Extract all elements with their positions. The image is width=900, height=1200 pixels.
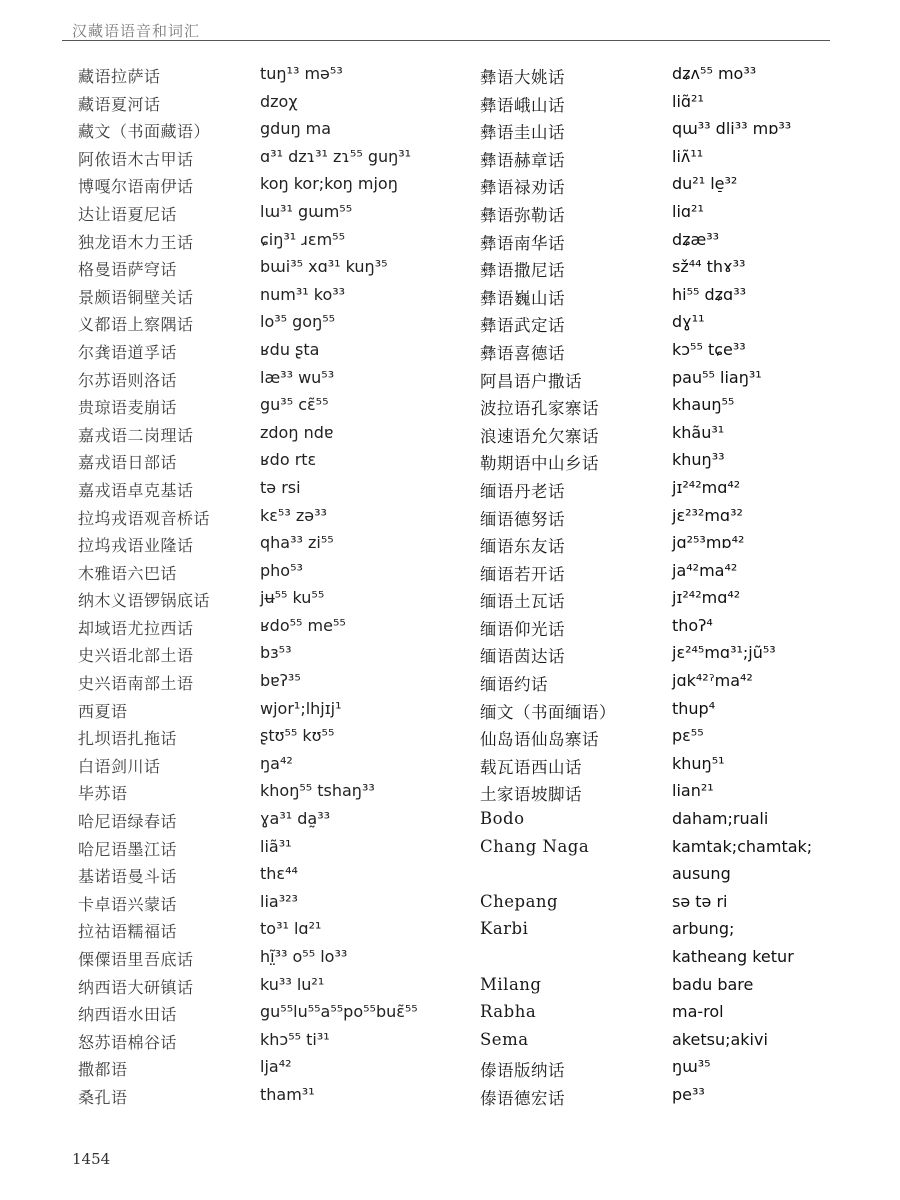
entry-row <box>480 726 880 754</box>
entry-row <box>78 809 478 837</box>
entry-row <box>78 588 478 616</box>
language-name: 缅语土瓦话 <box>480 592 565 612</box>
entry-row <box>78 202 478 230</box>
entry-row <box>480 340 880 368</box>
word-form: ɣa³¹ da̰³³ <box>260 809 331 829</box>
word-form: pho⁵³ <box>260 560 303 580</box>
language-name: 贵琼语麦崩话 <box>78 398 178 418</box>
word-form: pɛ⁵⁵ <box>672 726 704 746</box>
language-name: 博嘎尔语南伊话 <box>78 177 194 197</box>
language-name: 彝语撒尼话 <box>480 261 565 281</box>
entry-row <box>480 947 880 975</box>
word-form: tə rsi <box>260 477 301 497</box>
language-name: 彝语武定话 <box>480 316 565 336</box>
word-form: ɑ³¹ dzɿ³¹ zɿ⁵⁵ guŋ³¹ <box>260 146 412 166</box>
language-name: 尔苏语则洛话 <box>78 370 178 390</box>
language-name: 彝语南华话 <box>480 233 565 253</box>
language-name: 毕苏语 <box>78 784 128 804</box>
entry-row <box>78 395 478 423</box>
word-form: ʂtʊ⁵⁵ kʊ⁵⁵ <box>260 726 335 746</box>
entry-row <box>78 257 478 285</box>
language-name: 达让语夏尼话 <box>78 204 178 224</box>
entry-row <box>480 147 880 175</box>
language-name: Chepang <box>480 891 559 911</box>
language-name: 缅语丹老话 <box>480 481 565 501</box>
language-name: 卡卓语兴蒙话 <box>78 894 178 914</box>
word-form: ʁdu ʂta <box>260 339 320 359</box>
word-form: ɕiŋ³¹ ɹɛm⁵⁵ <box>260 229 345 249</box>
word-form: khauŋ⁵⁵ <box>672 395 735 415</box>
word-form: arbung; <box>672 919 735 939</box>
entry-row <box>78 726 478 754</box>
language-name: 嘉戎语日部话 <box>78 453 178 473</box>
word-form: khoŋ⁵⁵ tshaŋ³³ <box>260 781 375 801</box>
entry-row <box>480 478 880 506</box>
entry-row <box>78 285 478 313</box>
entry-row <box>78 561 478 589</box>
entry-row <box>480 533 880 561</box>
language-name: 载瓦语西山话 <box>480 757 582 777</box>
entry-row <box>480 837 880 865</box>
right-column <box>480 64 880 1113</box>
word-form: dʑʌ⁵⁵ mo³³ <box>672 64 757 83</box>
entry-row <box>78 368 478 396</box>
entry-row <box>480 202 880 230</box>
language-name: 土家语坡脚话 <box>480 785 582 805</box>
entry-row <box>78 643 478 671</box>
word-form: dʑæ³³ <box>672 229 720 249</box>
word-form: badu bare <box>672 974 754 994</box>
language-name: Chang Naga <box>480 836 590 856</box>
language-name: 拉坞戎语业隆话 <box>78 536 194 556</box>
word-form: jɪ²⁴²mɑ⁴² <box>672 477 741 497</box>
word-form: ma-rol <box>672 1002 724 1022</box>
word-form: koŋ kor;koŋ mjoŋ <box>260 174 398 194</box>
language-name: 拉坞戎语观音桥话 <box>78 508 211 528</box>
entry-row <box>480 119 880 147</box>
entry-row <box>480 754 880 782</box>
entry-row <box>78 312 478 340</box>
entry-row <box>480 64 880 92</box>
word-form: gduŋ ma <box>260 119 332 139</box>
word-form: dɣ¹¹ <box>672 312 705 332</box>
entry-row <box>78 533 478 561</box>
word-form: hĩ̤³³ o⁵⁵ lo³³ <box>260 947 348 966</box>
word-form: aketsu;akivi <box>672 1029 768 1049</box>
language-name: 傣语版纳话 <box>480 1061 565 1081</box>
word-form: jɑk⁴²ˀma⁴² <box>672 671 753 691</box>
entry-row <box>480 395 880 423</box>
word-form: qha³³ zi⁵⁵ <box>260 533 334 553</box>
language-name: 嘉戎语卓克基话 <box>78 480 194 500</box>
word-form: du²¹ le̠³² <box>672 174 738 194</box>
language-name: 藏语夏河话 <box>78 94 161 114</box>
entry-row <box>480 257 880 285</box>
language-name: 彝语圭山话 <box>480 123 565 143</box>
language-name: 基诺语曼斗话 <box>78 867 178 887</box>
entry-row <box>78 671 478 699</box>
language-name: 白语剑川话 <box>78 756 161 776</box>
word-form: ʁdo rtɛ <box>260 450 317 470</box>
entry-row <box>78 1030 478 1058</box>
language-name: 扎坝语扎拖话 <box>78 729 178 749</box>
language-name: 彝语峨山话 <box>480 95 565 115</box>
language-name: 缅语仰光话 <box>480 619 565 639</box>
entry-row <box>480 699 880 727</box>
word-form: ku³³ lu²¹ <box>260 974 325 994</box>
entry-row <box>78 119 478 147</box>
entry-row <box>480 1002 880 1030</box>
language-name: 缅语茵达话 <box>480 647 565 667</box>
word-form: ʁdo⁵⁵ me⁵⁵ <box>260 615 346 635</box>
word-form: kɛ⁵³ zə³³ <box>260 505 327 525</box>
entry-row <box>78 340 478 368</box>
language-name: 彝语禄劝话 <box>480 178 565 198</box>
language-name: 木雅语六巴话 <box>78 563 178 583</box>
word-form: bɜ⁵³ <box>260 643 292 663</box>
word-form: lian²¹ <box>672 781 714 801</box>
language-name: 西夏语 <box>78 701 128 721</box>
word-form: sž⁴⁴ thɤ³³ <box>672 257 746 277</box>
language-name: 格曼语萨穹话 <box>78 260 178 280</box>
word-form: sə tə ri <box>672 891 728 911</box>
entry-row <box>78 1057 478 1085</box>
entry-row <box>480 312 880 340</box>
word-form: læ³³ wu⁵³ <box>260 367 335 387</box>
word-form: qɯ³³ dli³³ mɒ³³ <box>672 119 792 139</box>
language-name: 藏文（书面藏语） <box>78 122 211 142</box>
entry-row <box>480 450 880 478</box>
entry-row <box>480 892 880 920</box>
left-column <box>78 64 478 1113</box>
word-form: jʉ⁵⁵ ku⁵⁵ <box>260 588 325 608</box>
language-name: 彝语喜德话 <box>480 343 565 363</box>
word-form: ja⁴²ma⁴² <box>672 560 738 580</box>
entry-row <box>78 699 478 727</box>
language-name: 彝语弥勒话 <box>480 205 565 225</box>
entry-row <box>78 174 478 202</box>
language-name: 藏语拉萨话 <box>78 67 161 86</box>
word-form: khuŋ⁵¹ <box>672 753 725 773</box>
word-form: lia³²³ <box>260 891 298 911</box>
word-form: jɛ²⁴⁵mɑ³¹;jũ⁵³ <box>672 643 776 663</box>
running-header: 汉藏语语音和词汇 <box>72 22 201 40</box>
page-number: 1454 <box>72 1150 111 1168</box>
entry-row <box>78 864 478 892</box>
entry-row <box>480 1057 880 1085</box>
language-name: 撒都语 <box>78 1060 128 1080</box>
language-name: 阿昌语户撒话 <box>480 371 582 391</box>
word-form: ŋa⁴² <box>260 753 293 773</box>
entry-row <box>480 588 880 616</box>
language-name: 缅语东友话 <box>480 537 565 557</box>
entry-row <box>480 368 880 396</box>
entry-row <box>480 671 880 699</box>
language-name: Milang <box>480 974 542 994</box>
language-name: Karbi <box>480 919 529 939</box>
word-form: lɯ³¹ gɯm⁵⁵ <box>260 201 353 221</box>
language-name: 阿侬语木古甲话 <box>78 149 194 169</box>
language-name: 哈尼语绿春话 <box>78 812 178 832</box>
language-name: 傣语德宏话 <box>480 1088 565 1108</box>
language-name: 纳西语大研镇话 <box>78 977 194 997</box>
language-name: Sema <box>480 1029 529 1049</box>
entry-row <box>480 643 880 671</box>
language-name: 勒期语中山乡话 <box>480 454 599 474</box>
word-form: to³¹ lɑ²¹ <box>260 919 322 939</box>
language-name: 仙岛语仙岛寨话 <box>480 730 599 750</box>
language-name: 纳木义语锣锅底话 <box>78 591 211 611</box>
language-name: 缅文（书面缅语） <box>480 702 616 722</box>
entry-row <box>480 781 880 809</box>
entry-row <box>480 506 880 534</box>
entry-row <box>480 864 880 892</box>
word-form: katheang ketur <box>672 947 794 966</box>
language-name: 史兴语南部土语 <box>78 674 194 694</box>
word-form: ŋɯ³⁵ <box>672 1057 711 1077</box>
language-name: 缅语德努话 <box>480 509 565 529</box>
entry-row <box>78 754 478 782</box>
word-form: lja⁴² <box>260 1057 292 1077</box>
word-form: khɔ⁵⁵ ti³¹ <box>260 1029 330 1049</box>
entry-row <box>480 809 880 837</box>
word-form: thup⁴ <box>672 698 716 718</box>
language-name: 彝语赫章话 <box>480 150 565 170</box>
language-name: 纳西语水田话 <box>78 1005 178 1025</box>
entry-row <box>78 1002 478 1030</box>
word-form: thoʔ⁴ <box>672 615 713 635</box>
word-form: jɑ²⁵³mɒ⁴² <box>672 533 745 553</box>
word-form: kɔ⁵⁵ tɕe³³ <box>672 339 746 359</box>
word-form: jɪ²⁴²mɑ⁴² <box>672 588 741 608</box>
entry-row <box>78 230 478 258</box>
entry-row <box>78 506 478 534</box>
word-form: hi⁵⁵ dʑɑ³³ <box>672 284 747 304</box>
language-name: 史兴语北部土语 <box>78 646 194 666</box>
entry-row <box>78 892 478 920</box>
language-name: 拉祜语糯福话 <box>78 922 178 942</box>
language-name: 缅语若开话 <box>480 564 565 584</box>
entry-row <box>78 64 478 92</box>
word-form: daham;ruali <box>672 809 769 829</box>
entry-row <box>78 478 478 506</box>
entry-row <box>78 947 478 975</box>
word-form: gu⁵⁵lu⁵⁵a⁵⁵po⁵⁵buɛ̃⁵⁵ <box>260 1002 418 1022</box>
language-name: 浪速语允欠寨话 <box>480 426 599 446</box>
entry-row <box>78 975 478 1003</box>
word-form: liɑ̃²¹ <box>672 91 704 111</box>
entry-row <box>78 450 478 478</box>
language-name: 波拉语孔家寨话 <box>480 399 599 419</box>
entry-row <box>480 1030 880 1058</box>
language-name: 嘉戎语二岗理话 <box>78 425 194 445</box>
word-form: tuŋ¹³ mə⁵³ <box>260 64 343 83</box>
word-form: dzoχ <box>260 91 298 111</box>
word-form: tham³¹ <box>260 1084 315 1104</box>
entry-row <box>480 92 880 120</box>
word-form: wjor¹;lhjɪj¹ <box>260 698 342 718</box>
word-form: ausung <box>672 864 731 884</box>
word-form: thɛ⁴⁴ <box>260 864 298 884</box>
entry-row <box>78 616 478 644</box>
language-name: 义都语上察隅话 <box>78 315 194 335</box>
entry-row <box>480 975 880 1003</box>
word-form: bɯi³⁵ xɑ³¹ kuŋ³⁵ <box>260 257 388 277</box>
word-form: liã³¹ <box>260 836 292 856</box>
language-name: 景颇语铜壁关话 <box>78 287 194 307</box>
entry-row <box>78 423 478 451</box>
language-name: 独龙语木力王话 <box>78 232 194 252</box>
entry-row <box>78 92 478 120</box>
word-form: lo³⁵ goŋ⁵⁵ <box>260 312 336 332</box>
entry-row <box>78 147 478 175</box>
language-name: Bodo <box>480 809 525 829</box>
header-rule <box>62 40 830 41</box>
entry-row <box>480 919 880 947</box>
language-name: 彝语巍山话 <box>480 288 565 308</box>
word-form: gu³⁵ cɛ̃⁵⁵ <box>260 395 329 415</box>
entry-row <box>480 1085 880 1113</box>
entry-row <box>78 781 478 809</box>
entry-row <box>78 837 478 865</box>
language-name: 傈僳语里吾底话 <box>78 950 194 969</box>
entry-row <box>78 919 478 947</box>
word-form: num³¹ ko³³ <box>260 284 346 304</box>
entry-row <box>480 423 880 451</box>
word-form: zdoŋ ndɐ <box>260 422 334 442</box>
entry-row <box>480 174 880 202</box>
word-form: pe³³ <box>672 1084 705 1104</box>
language-name: 怒苏语棉谷话 <box>78 1032 178 1052</box>
language-name: Rabha <box>480 1002 537 1022</box>
word-form: khãu³¹ <box>672 422 725 442</box>
word-form: liɑ²¹ <box>672 201 704 221</box>
word-form: pau⁵⁵ liaŋ³¹ <box>672 367 762 387</box>
language-name: 哈尼语墨江话 <box>78 839 178 859</box>
entry-row <box>480 230 880 258</box>
word-form: kamtak;chamtak; <box>672 836 813 856</box>
language-name: 尔龚语道孚话 <box>78 342 178 362</box>
language-name: 缅语约话 <box>480 675 548 695</box>
language-name: 桑孔语 <box>78 1087 128 1107</box>
entry-row <box>78 1085 478 1113</box>
word-form: khuŋ³³ <box>672 450 725 470</box>
language-name: 却域语尤拉西话 <box>78 618 194 638</box>
entry-row <box>480 561 880 589</box>
language-name: 彝语大姚话 <box>480 68 565 87</box>
word-form: liʌ̃¹¹ <box>672 146 704 166</box>
word-form: bɐʔ³⁵ <box>260 671 301 691</box>
entry-row <box>480 285 880 313</box>
word-form: jɛ²³²mɑ³² <box>672 505 743 525</box>
entry-row <box>480 616 880 644</box>
